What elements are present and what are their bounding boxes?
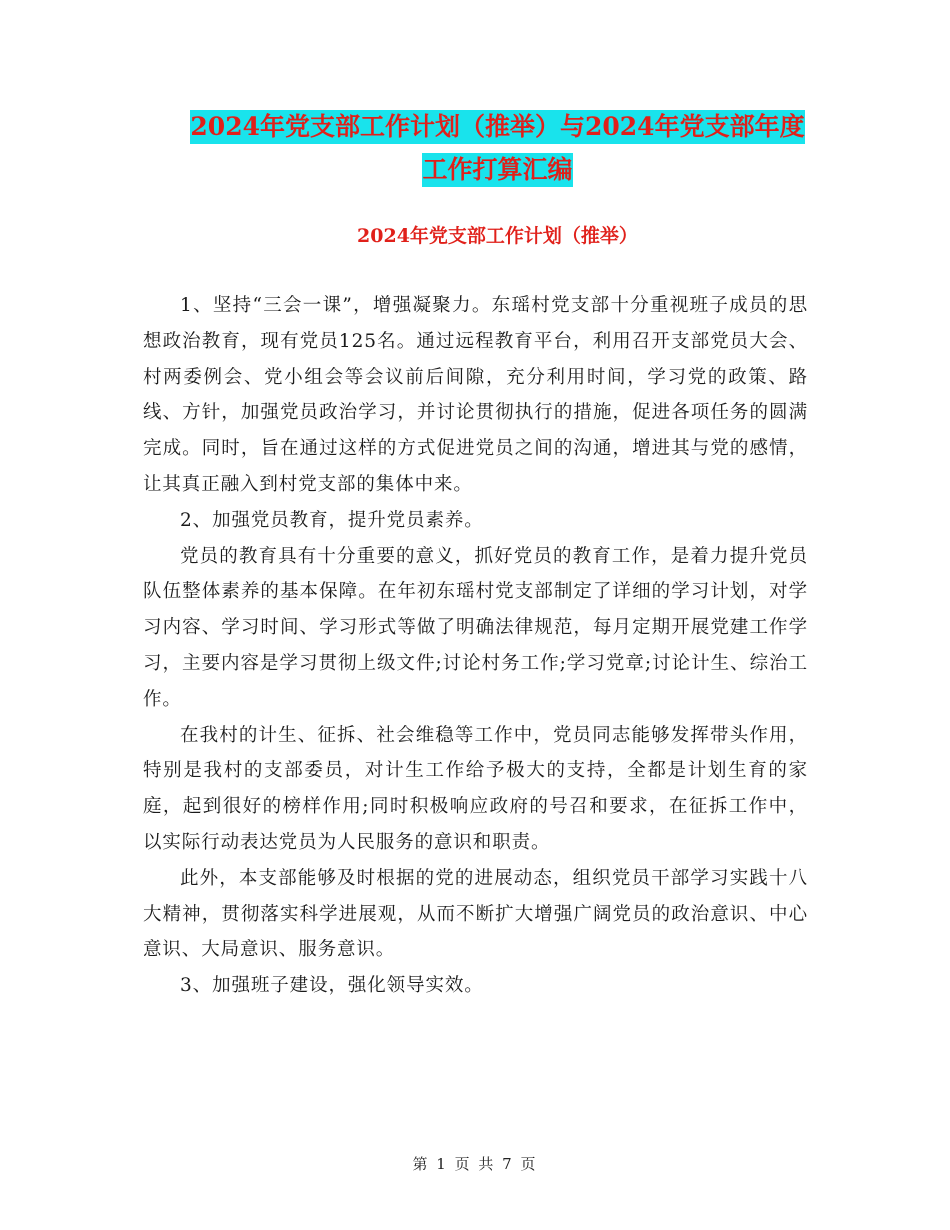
paragraph-6: 3、加强班子建设，强化领导实效。 [180,975,484,997]
document-body [143,288,808,1004]
paragraph-2: 2、加强党员教育，提升党员素养。 [180,509,484,531]
paragraph-4: 在我村的计生、征拆、社会维稳等工作中，党员同志能够发挥带头作用，特别是我村的支部委员，对计生工作给予极大的支持，全都是计划生育的家庭，起到很好的榜样作用;同时积极响应政府的号召和要求，在征拆工作中，以实际行动表达党员为人民服务的意识和职责。 [143,724,808,853]
paragraph-1: 1、坚持“三会一课”，增强凝聚力。东瑶村党支部十分重视班子成员的思想政治教育，现有党员125名。通过远程教育平台，利用召开支部党员大会、村两委例会、党小组会等会议前后间隙，充分利用时间，学习党的政策、路线、方针，加强党员政治学习，并讨论贯彻执行的措施，促进各项任务的圆满完成。同时，旨在通过这样的方式促进党员之间的沟通，增进其与党的感情，让其真正融入到村党支部的集体中来。 [143,295,808,495]
document-title-line-2 [140,153,855,187]
page-number-footer: 第 1 页 共 7 页 [412,1155,538,1173]
document-title-text-2: 工作打算汇编 [422,153,572,187]
document-title-text-1: 2024年党支部工作计划（推举）与2024年党支部年度 [190,110,804,144]
paragraph-5: 此外，本支部能够及时根据的党的进展动态，组织党员干部学习实践十八大精神，贯彻落实科学进展观，从而不断扩大增强广阔党员的政治意识、中心意识、大局意识、服务意识。 [143,867,808,961]
section-title: 2024年党支部工作计划（推举） [357,225,638,247]
paragraph-3: 党员的教育具有十分重要的意义，抓好党员的教育工作，是着力提升党员队伍整体素养的基本保障。在年初东瑶村党支部制定了详细的学习计划，对学习内容、学习时间、学习形式等做了明确法律规范，每月定期开展党建工作学习，主要内容是学习贯彻上级文件;讨论村务工作;学习党章;讨论计生、综治工作。 [143,545,808,710]
document-title-line-1 [140,110,855,144]
